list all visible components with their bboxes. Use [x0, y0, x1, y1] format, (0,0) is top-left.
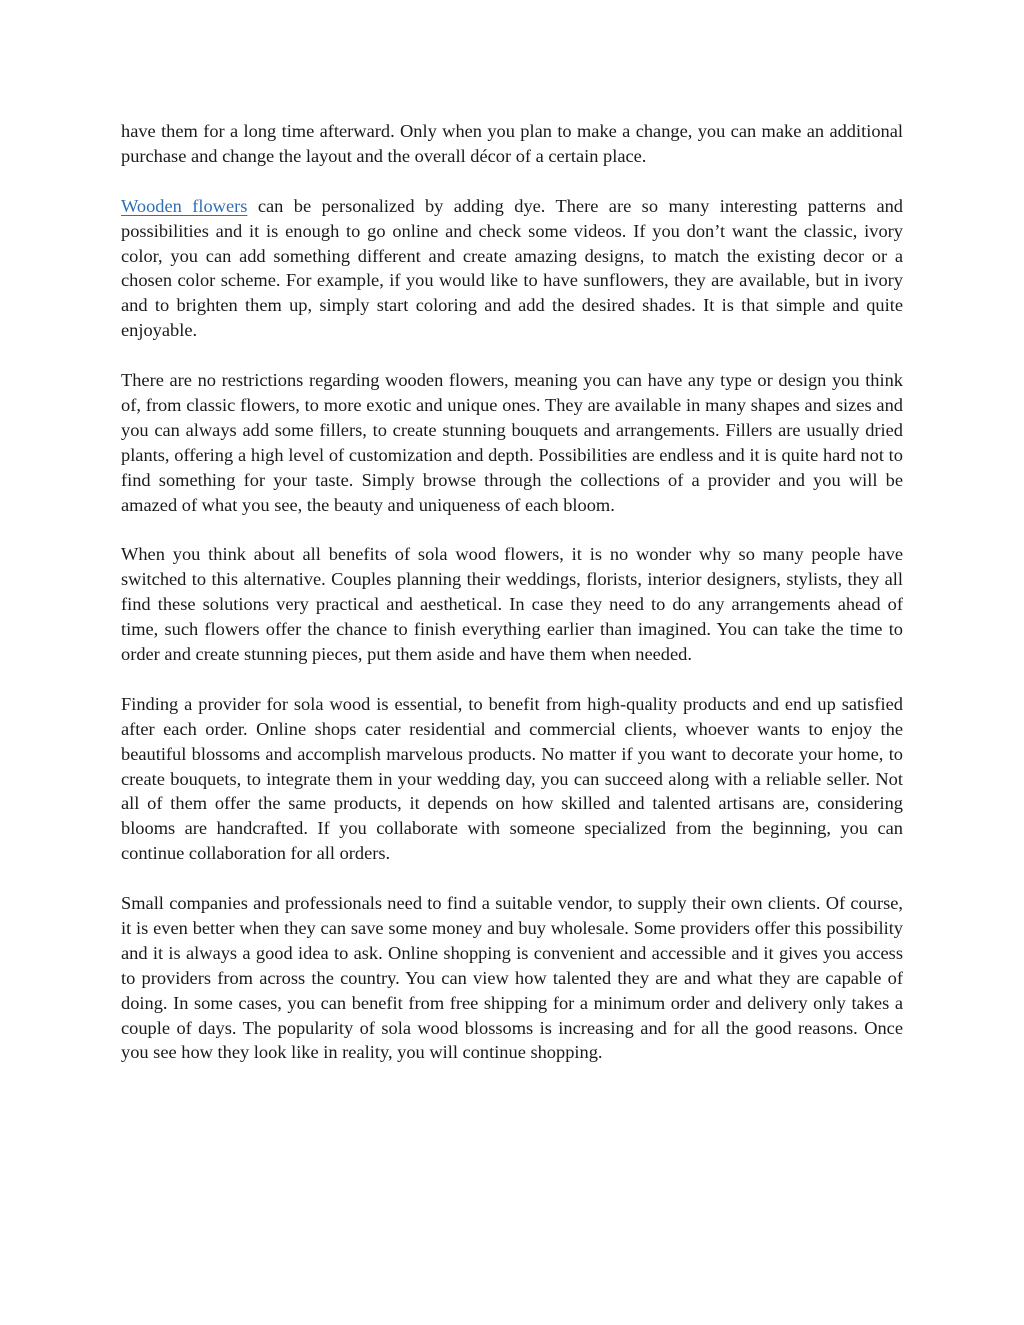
wooden-flowers-link[interactable]: Wooden flowers [121, 195, 248, 216]
paragraph-3: There are no restrictions regarding wooden flowers, meaning you can have any type or design you think of, from classic flowers, to more exotic and unique ones. They are available in many shapes and sizes and you can always add some fillers, to create stunning bouquets and arrangements. Fillers are usually dried plants, offering a high level of customization and depth. Possibilities are endless and it is quite hard not to find something for your taste. Simply browse through the collections of a provider and you will be amazed of what you see, the beauty and uniqueness of each bloom. [121, 370, 903, 515]
paragraph-2 [121, 194, 903, 343]
paragraph-1: have them for a long time afterward. Only when you plan to make a change, you can make an additional purchase and change the layout and the overall décor of a certain place. [121, 121, 903, 166]
document-body [121, 119, 903, 1090]
paragraph-4: When you think about all benefits of sola wood flowers, it is no wonder why so many people have switched to this alternative. Couples planning their weddings, florists, interior designers, stylists, they all find these solutions very practical and aesthetical. In case they need to do any arrangements ahead of time, such flowers offer the chance to finish everything earlier than imagined. You can take the time to order and create stunning pieces, put them aside and have them when needed. [121, 544, 903, 664]
paragraph-5: Finding a provider for sola wood is essential, to benefit from high-quality products and end up satisfied after each order. Online shops cater residential and commercial clients, whoever wants to enjoy the beautiful blossoms and accomplish marvelous products. No matter if you want to decorate your home, to create bouquets, to integrate them in your wedding day, you can succeed along with a reliable seller. Not all of them offer the same products, it depends on how skilled and talented artisans are, considering blooms are handcrafted. If you collaborate with someone specialized from the beginning, you can continue collaboration for all orders. [121, 693, 903, 864]
paragraph-6: Small companies and professionals need to find a suitable vendor, to supply their own clients. Of course, it is even better when they can save some money and buy wholesale. Some providers offer this possibility and it is always a good idea to ask. Online shopping is convenient and accessible and it gives you access to providers from across the country. You can view how talented they are and what they are capable of doing. In some cases, you can benefit from free shipping for a minimum order and delivery only takes a couple of days. The popularity of sola wood blossoms is increasing and for all the good reasons. Once you see how they look like in reality, you will continue shopping. [121, 893, 903, 1063]
paragraph-2-text: can be personalized by adding dye. There are so many interesting patterns and possibilities and it is enough to go online and check some videos. If you don’t want the classic, ivory color, you can add something different and create amazing designs, to match the existing decor or a chosen color scheme. For example, if you would like to have sunflowers, they are available, but in ivory and to brighten them up, simply start coloring and add the desired shades. It is that simple and quite enjoyable. [121, 195, 903, 341]
